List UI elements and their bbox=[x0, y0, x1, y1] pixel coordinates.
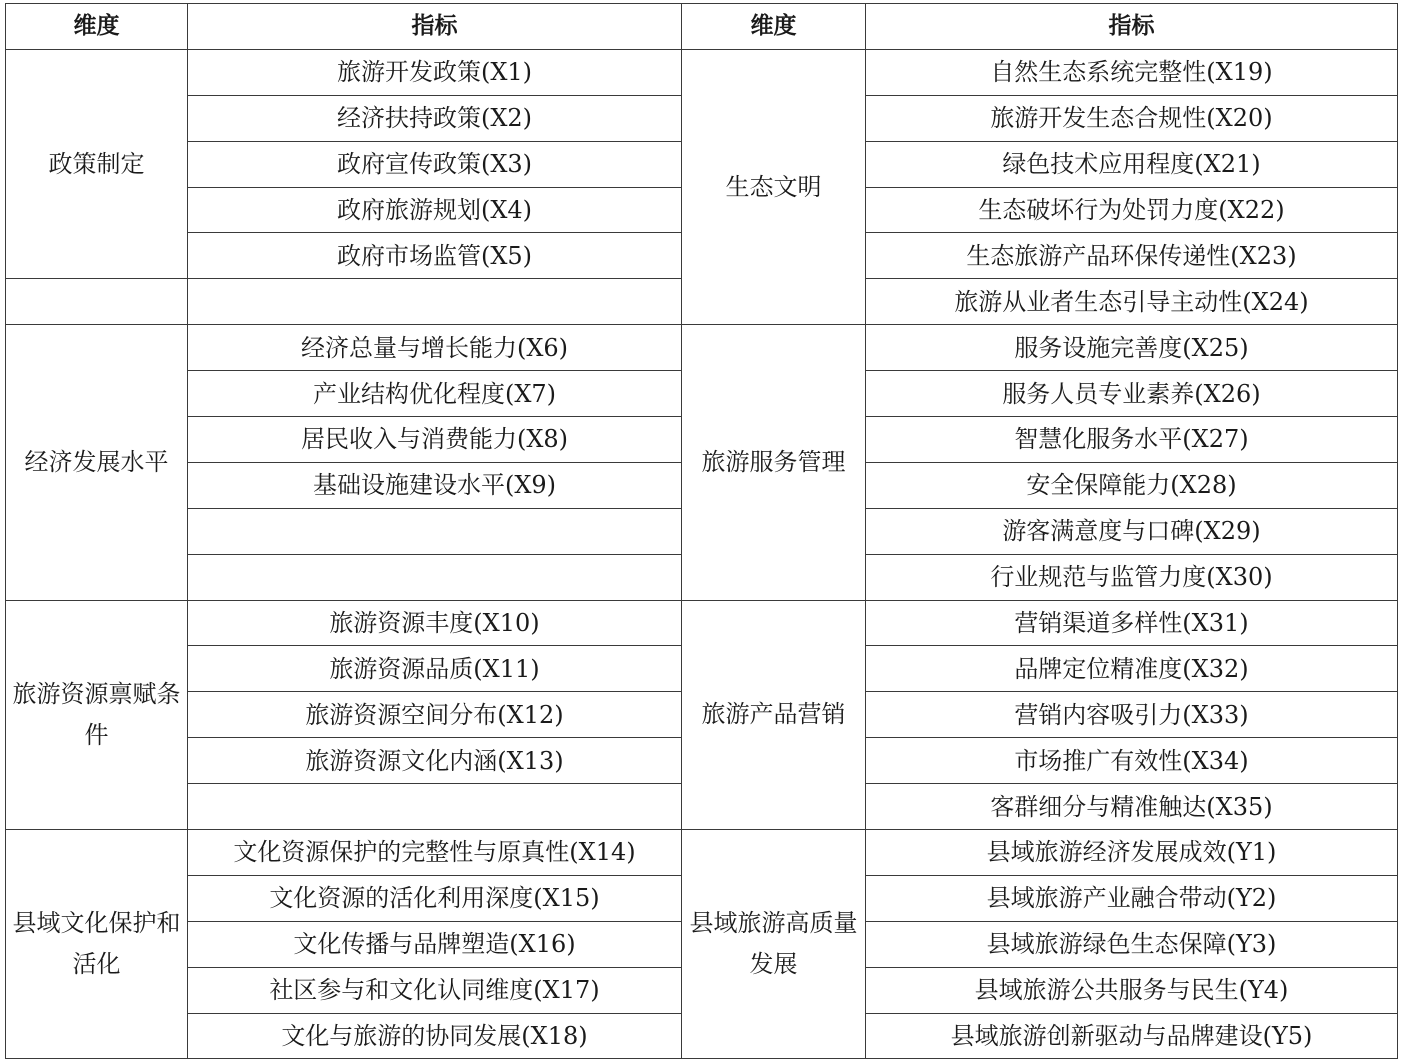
dimension-cell-right: 旅游服务管理 bbox=[682, 325, 866, 600]
indicator-cell-left: 产业结构优化程度(X7) bbox=[188, 371, 682, 417]
header-row bbox=[6, 4, 1398, 50]
dimension-cell-left: 县域文化保护和活化 bbox=[6, 830, 188, 1059]
indicator-cell-right: 县域旅游公共服务与民生(Y4) bbox=[866, 967, 1398, 1013]
indicator-cell-left bbox=[188, 279, 682, 325]
indicator-cell-left: 旅游资源品质(X11) bbox=[188, 646, 682, 692]
indicator-cell-left: 文化资源的活化利用深度(X15) bbox=[188, 875, 682, 921]
table-row bbox=[6, 325, 1398, 371]
header-indicator-right: 指标 bbox=[866, 4, 1398, 50]
indicator-cell-left: 政府市场监管(X5) bbox=[188, 233, 682, 279]
indicator-cell-right: 县域旅游创新驱动与品牌建设(Y5) bbox=[866, 1013, 1398, 1059]
indicator-cell-left: 旅游资源丰度(X10) bbox=[188, 600, 682, 646]
indicator-cell-right: 县域旅游绿色生态保障(Y3) bbox=[866, 921, 1398, 967]
indicator-cell-right: 智慧化服务水平(X27) bbox=[866, 417, 1398, 463]
dimension-cell-left-empty bbox=[6, 279, 188, 325]
indicator-cell-left: 旅游资源空间分布(X12) bbox=[188, 692, 682, 738]
indicator-cell-left: 经济扶持政策(X2) bbox=[188, 95, 682, 141]
indicator-cell-right: 服务人员专业素养(X26) bbox=[866, 371, 1398, 417]
header-indicator-left: 指标 bbox=[188, 4, 682, 50]
indicator-cell-right: 自然生态系统完整性(X19) bbox=[866, 49, 1398, 95]
indicator-cell-left: 经济总量与增长能力(X6) bbox=[188, 325, 682, 371]
dimension-cell-left: 政策制定 bbox=[6, 49, 188, 278]
dimension-cell-left: 经济发展水平 bbox=[6, 325, 188, 600]
dimension-cell-right: 县域旅游高质量发展 bbox=[682, 830, 866, 1059]
indicator-table bbox=[5, 3, 1398, 1059]
dimension-cell-right: 生态文明 bbox=[682, 49, 866, 324]
indicator-cell-left: 文化传播与品牌塑造(X16) bbox=[188, 921, 682, 967]
indicator-cell-left: 政府旅游规划(X4) bbox=[188, 187, 682, 233]
header-dimension-right: 维度 bbox=[682, 4, 866, 50]
indicator-cell-left: 居民收入与消费能力(X8) bbox=[188, 417, 682, 463]
indicator-cell-right: 营销内容吸引力(X33) bbox=[866, 692, 1398, 738]
indicator-cell-left: 文化资源保护的完整性与原真性(X14) bbox=[188, 830, 682, 876]
indicator-cell-right: 旅游从业者生态引导主动性(X24) bbox=[866, 279, 1398, 325]
table-row bbox=[6, 49, 1398, 95]
dimension-cell-right: 旅游产品营销 bbox=[682, 600, 866, 829]
indicator-cell-right: 品牌定位精准度(X32) bbox=[866, 646, 1398, 692]
table-row bbox=[6, 600, 1398, 646]
table-row bbox=[6, 830, 1398, 876]
indicator-cell-right: 游客满意度与口碑(X29) bbox=[866, 508, 1398, 554]
indicator-cell-right: 客群细分与精准触达(X35) bbox=[866, 784, 1398, 830]
indicator-cell-left: 旅游开发政策(X1) bbox=[188, 49, 682, 95]
indicator-cell-right: 市场推广有效性(X34) bbox=[866, 738, 1398, 784]
indicator-cell-left: 文化与旅游的协同发展(X18) bbox=[188, 1013, 682, 1059]
indicator-cell-right: 县域旅游经济发展成效(Y1) bbox=[866, 830, 1398, 876]
indicator-cell-left: 社区参与和文化认同维度(X17) bbox=[188, 967, 682, 1013]
indicator-cell-right: 生态破坏行为处罚力度(X22) bbox=[866, 187, 1398, 233]
dimension-cell-left: 旅游资源禀赋条件 bbox=[6, 600, 188, 829]
indicator-cell-left: 政府宣传政策(X3) bbox=[188, 141, 682, 187]
indicator-cell-right: 旅游开发生态合规性(X20) bbox=[866, 95, 1398, 141]
indicator-cell-left: 基础设施建设水平(X9) bbox=[188, 462, 682, 508]
indicator-cell-right: 行业规范与监管力度(X30) bbox=[866, 554, 1398, 600]
indicator-cell-right: 安全保障能力(X28) bbox=[866, 462, 1398, 508]
indicator-cell-right: 服务设施完善度(X25) bbox=[866, 325, 1398, 371]
indicator-cell-right: 绿色技术应用程度(X21) bbox=[866, 141, 1398, 187]
header-dimension-left: 维度 bbox=[6, 4, 188, 50]
indicator-cell-left bbox=[188, 784, 682, 830]
indicator-cell-left bbox=[188, 508, 682, 554]
indicator-cell-left bbox=[188, 554, 682, 600]
indicator-cell-left: 旅游资源文化内涵(X13) bbox=[188, 738, 682, 784]
indicator-cell-right: 营销渠道多样性(X31) bbox=[866, 600, 1398, 646]
indicator-cell-right: 县域旅游产业融合带动(Y2) bbox=[866, 875, 1398, 921]
indicator-cell-right: 生态旅游产品环保传递性(X23) bbox=[866, 233, 1398, 279]
